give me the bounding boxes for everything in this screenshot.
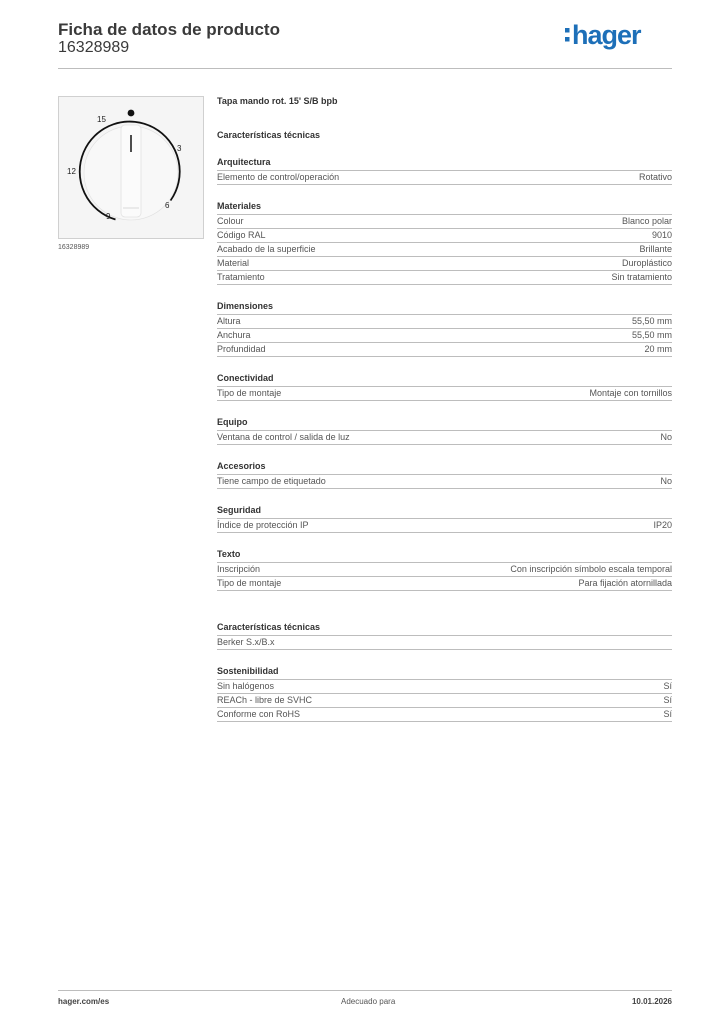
spec-row [217, 328, 672, 342]
svg-text:15: 15 [97, 115, 106, 124]
spec-value: Montaje con tornillos [589, 388, 672, 398]
section-title: Conectividad [217, 373, 274, 383]
spec-row [217, 635, 672, 649]
spec-value: Para fijación atornillada [578, 578, 672, 588]
spec-row [217, 170, 672, 184]
section-title: Texto [217, 549, 241, 559]
product-name: Tapa mando rot. 15' S/B bpb [217, 96, 338, 106]
hager-logo [564, 18, 654, 52]
spec-label: Código RAL [217, 230, 266, 240]
spec-value: Duroplástico [621, 258, 672, 268]
spec-label: Profundidad [217, 344, 266, 354]
spec-value: 9010 [651, 230, 672, 240]
spec-label: Elemento de control/operación [217, 172, 340, 182]
spec-row [217, 214, 672, 228]
spec-row [217, 430, 672, 444]
spec-value: No [660, 476, 672, 486]
footer-website: hager.com/es [58, 997, 110, 1006]
spec-value: Brillante [639, 244, 672, 254]
spec-section [217, 200, 672, 285]
spec-row [217, 562, 672, 576]
section-title: Arquitectura [217, 157, 271, 167]
spec-section [217, 504, 672, 533]
spec-row [217, 474, 672, 488]
spec-value: Sí [663, 681, 672, 691]
spec-section [217, 460, 672, 489]
section-rows [217, 635, 672, 650]
footer-center-text: Adecuado para [341, 997, 396, 1006]
spec-row [217, 314, 672, 328]
section-rows [217, 430, 672, 445]
spec-value: Blanco polar [621, 216, 672, 226]
image-caption: 16328989 [58, 244, 90, 251]
section-title: Seguridad [217, 505, 262, 515]
spec-row [217, 228, 672, 242]
spec-label: Tipo de montaje [217, 578, 282, 588]
spec-label: Anchura [217, 330, 251, 340]
spec-value: Sí [663, 709, 672, 719]
spec-row [217, 256, 672, 270]
header-divider [58, 68, 672, 69]
spec-label: Colour [217, 216, 244, 226]
section-title: Características técnicas [217, 130, 321, 140]
spec-value: No [660, 432, 672, 442]
spec-content [217, 95, 672, 722]
section-title: Características técnicas [217, 622, 321, 632]
section-title: Equipo [217, 417, 248, 427]
spec-row [217, 242, 672, 256]
section-title: Materiales [217, 201, 262, 211]
spec-row [217, 576, 672, 590]
spec-row [217, 270, 672, 284]
spec-label: Tipo de montaje [217, 388, 282, 398]
section-rows [217, 314, 672, 357]
spec-label: Acabado de la superficie [217, 244, 316, 254]
spec-section [217, 621, 672, 650]
spec-value: IP20 [653, 520, 672, 530]
svg-text:3: 3 [177, 144, 182, 153]
svg-text:6: 6 [165, 201, 170, 210]
spec-value: 55,50 mm [631, 316, 672, 326]
section-rows [217, 386, 672, 401]
footer-divider [58, 990, 672, 991]
section-rows [217, 679, 672, 722]
spec-row [217, 518, 672, 532]
spec-value: 20 mm [644, 344, 672, 354]
spec-label: REACh - libre de SVHC [217, 695, 313, 705]
section-title: Dimensiones [217, 301, 274, 311]
section-rows [217, 474, 672, 489]
svg-text:9: 9 [106, 212, 111, 221]
spec-section [217, 156, 672, 185]
section-rows [217, 562, 672, 591]
section-rows [217, 214, 672, 285]
spec-row [217, 386, 672, 400]
brand-text: hager [572, 20, 641, 50]
spec-label: Berker S.x/B.x [217, 637, 275, 647]
spec-section [217, 548, 672, 591]
spec-row [217, 707, 672, 721]
spec-section [217, 372, 672, 401]
spec-value: Sin tratamiento [611, 272, 672, 282]
spec-label: Índice de protección IP [217, 520, 309, 530]
rotary-dial-illustration [59, 97, 203, 238]
product-image [58, 96, 204, 239]
spec-value: Con inscripción símbolo escala temporal [510, 564, 672, 574]
spec-label: Tiene campo de etiquetado [217, 476, 326, 486]
spec-row [217, 679, 672, 693]
spec-row [217, 342, 672, 356]
spec-label: Altura [217, 316, 241, 326]
spec-section [217, 416, 672, 445]
section-rows [217, 170, 672, 185]
spec-value: 55,50 mm [631, 330, 672, 340]
section-title: Sostenibilidad [217, 666, 279, 676]
spec-label: Ventana de control / salida de luz [217, 432, 350, 442]
spec-section [217, 129, 672, 141]
section-title: Accesorios [217, 461, 266, 471]
spec-label: Inscripción [217, 564, 261, 574]
svg-text:12: 12 [67, 167, 76, 176]
spec-section [217, 300, 672, 357]
section-rows [217, 518, 672, 533]
spec-value: Sí [663, 695, 672, 705]
spec-label: Sin halógenos [217, 681, 275, 691]
spec-row [217, 693, 672, 707]
product-code: 16328989 [58, 39, 130, 56]
spec-label: Material [217, 258, 250, 268]
footer-date: 10.01.2026 [631, 997, 672, 1006]
indicator-dot [128, 110, 135, 117]
spec-value: Rotativo [638, 172, 672, 182]
spec-label: Conforme con RoHS [217, 709, 301, 719]
page-title: Ficha de datos de producto [58, 20, 280, 39]
spec-section [217, 665, 672, 722]
spec-sections [217, 129, 672, 722]
spec-label: Tratamiento [217, 272, 265, 282]
